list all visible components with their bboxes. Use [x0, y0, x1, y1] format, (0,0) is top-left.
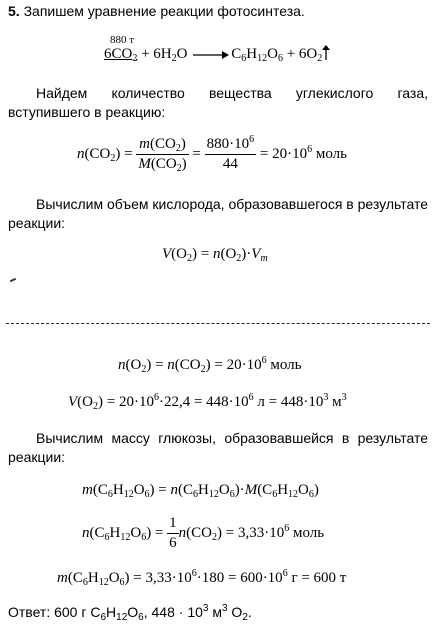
equation-volume-formula: $V(O_2) = n(O_2)\cdot V_m$ [162, 246, 268, 264]
paragraph-volume-o2: Вычислим объем кислорода, образовавшегося в результате реакции: [8, 196, 428, 231]
reaction-arrow-icon [193, 50, 229, 60]
equation-mass-glucose: $m(C_6H_{12}O_6) = 3,33\cdot 10^6\cdot 180 = 600\cdot 10^6$ г = 600 т [57, 568, 347, 588]
reaction-equation: $6CO_2 + 6H_2O$ $C_6H_{12}O_6 + 6O_2$ [104, 45, 330, 63]
equation-volume-o2: $V(O_2) = 20\cdot 10^6\cdot 22,4 = 448\cdot 10^6$ $л = 448\cdot 10^3$ $м^3$ [68, 392, 347, 412]
section-title: Запишем уравнение реакции фотосинтеза. [23, 3, 305, 19]
page-break-divider [6, 323, 430, 324]
paragraph-mass-glucose: Вычислим массу глюкозы, образовавшейся в результате реакции: [8, 430, 428, 465]
reaction-mass-label: 880 т [110, 34, 135, 46]
equation-mass-glucose-formula: $m(C_6H_{12}O_6) = n(C_6H_{12}O_6)\cdot M(C_6H_{12}O_6)$ [82, 482, 319, 500]
equation-amount-glucose: $n(C_6H_{12}O_6)$ = $\frac{1}{6}$ $n(CO_2) = 3,33\cdot 10^6$ моль [82, 515, 325, 551]
paragraph-amount-co2: Найдем количество вещества углекислого газа, вступившего в реакцию: [8, 85, 428, 120]
equation-amount-o2: $n(O_2) = n(CO_2) = 20\cdot 10^6$ моль [118, 355, 302, 375]
section-heading [8, 3, 305, 19]
section-number: 5. [8, 3, 20, 19]
gas-evolved-arrow-icon [322, 45, 330, 60]
stray-mark [10, 278, 16, 282]
equation-amount-co2: $n(CO_2)$ = $\frac{m(CO_2)}{M(CO_2)}$ = $\frac{880\cdot 10^6}{44}$ = $20\cdot 10^6$ моль [77, 134, 347, 174]
answer-line: Ответ: 600 г $C_6H_{12}O_6$, $448 \cdot 10^3$ $м^3$ $O_2$. [8, 603, 252, 623]
answer-label: Ответ: [8, 604, 51, 620]
